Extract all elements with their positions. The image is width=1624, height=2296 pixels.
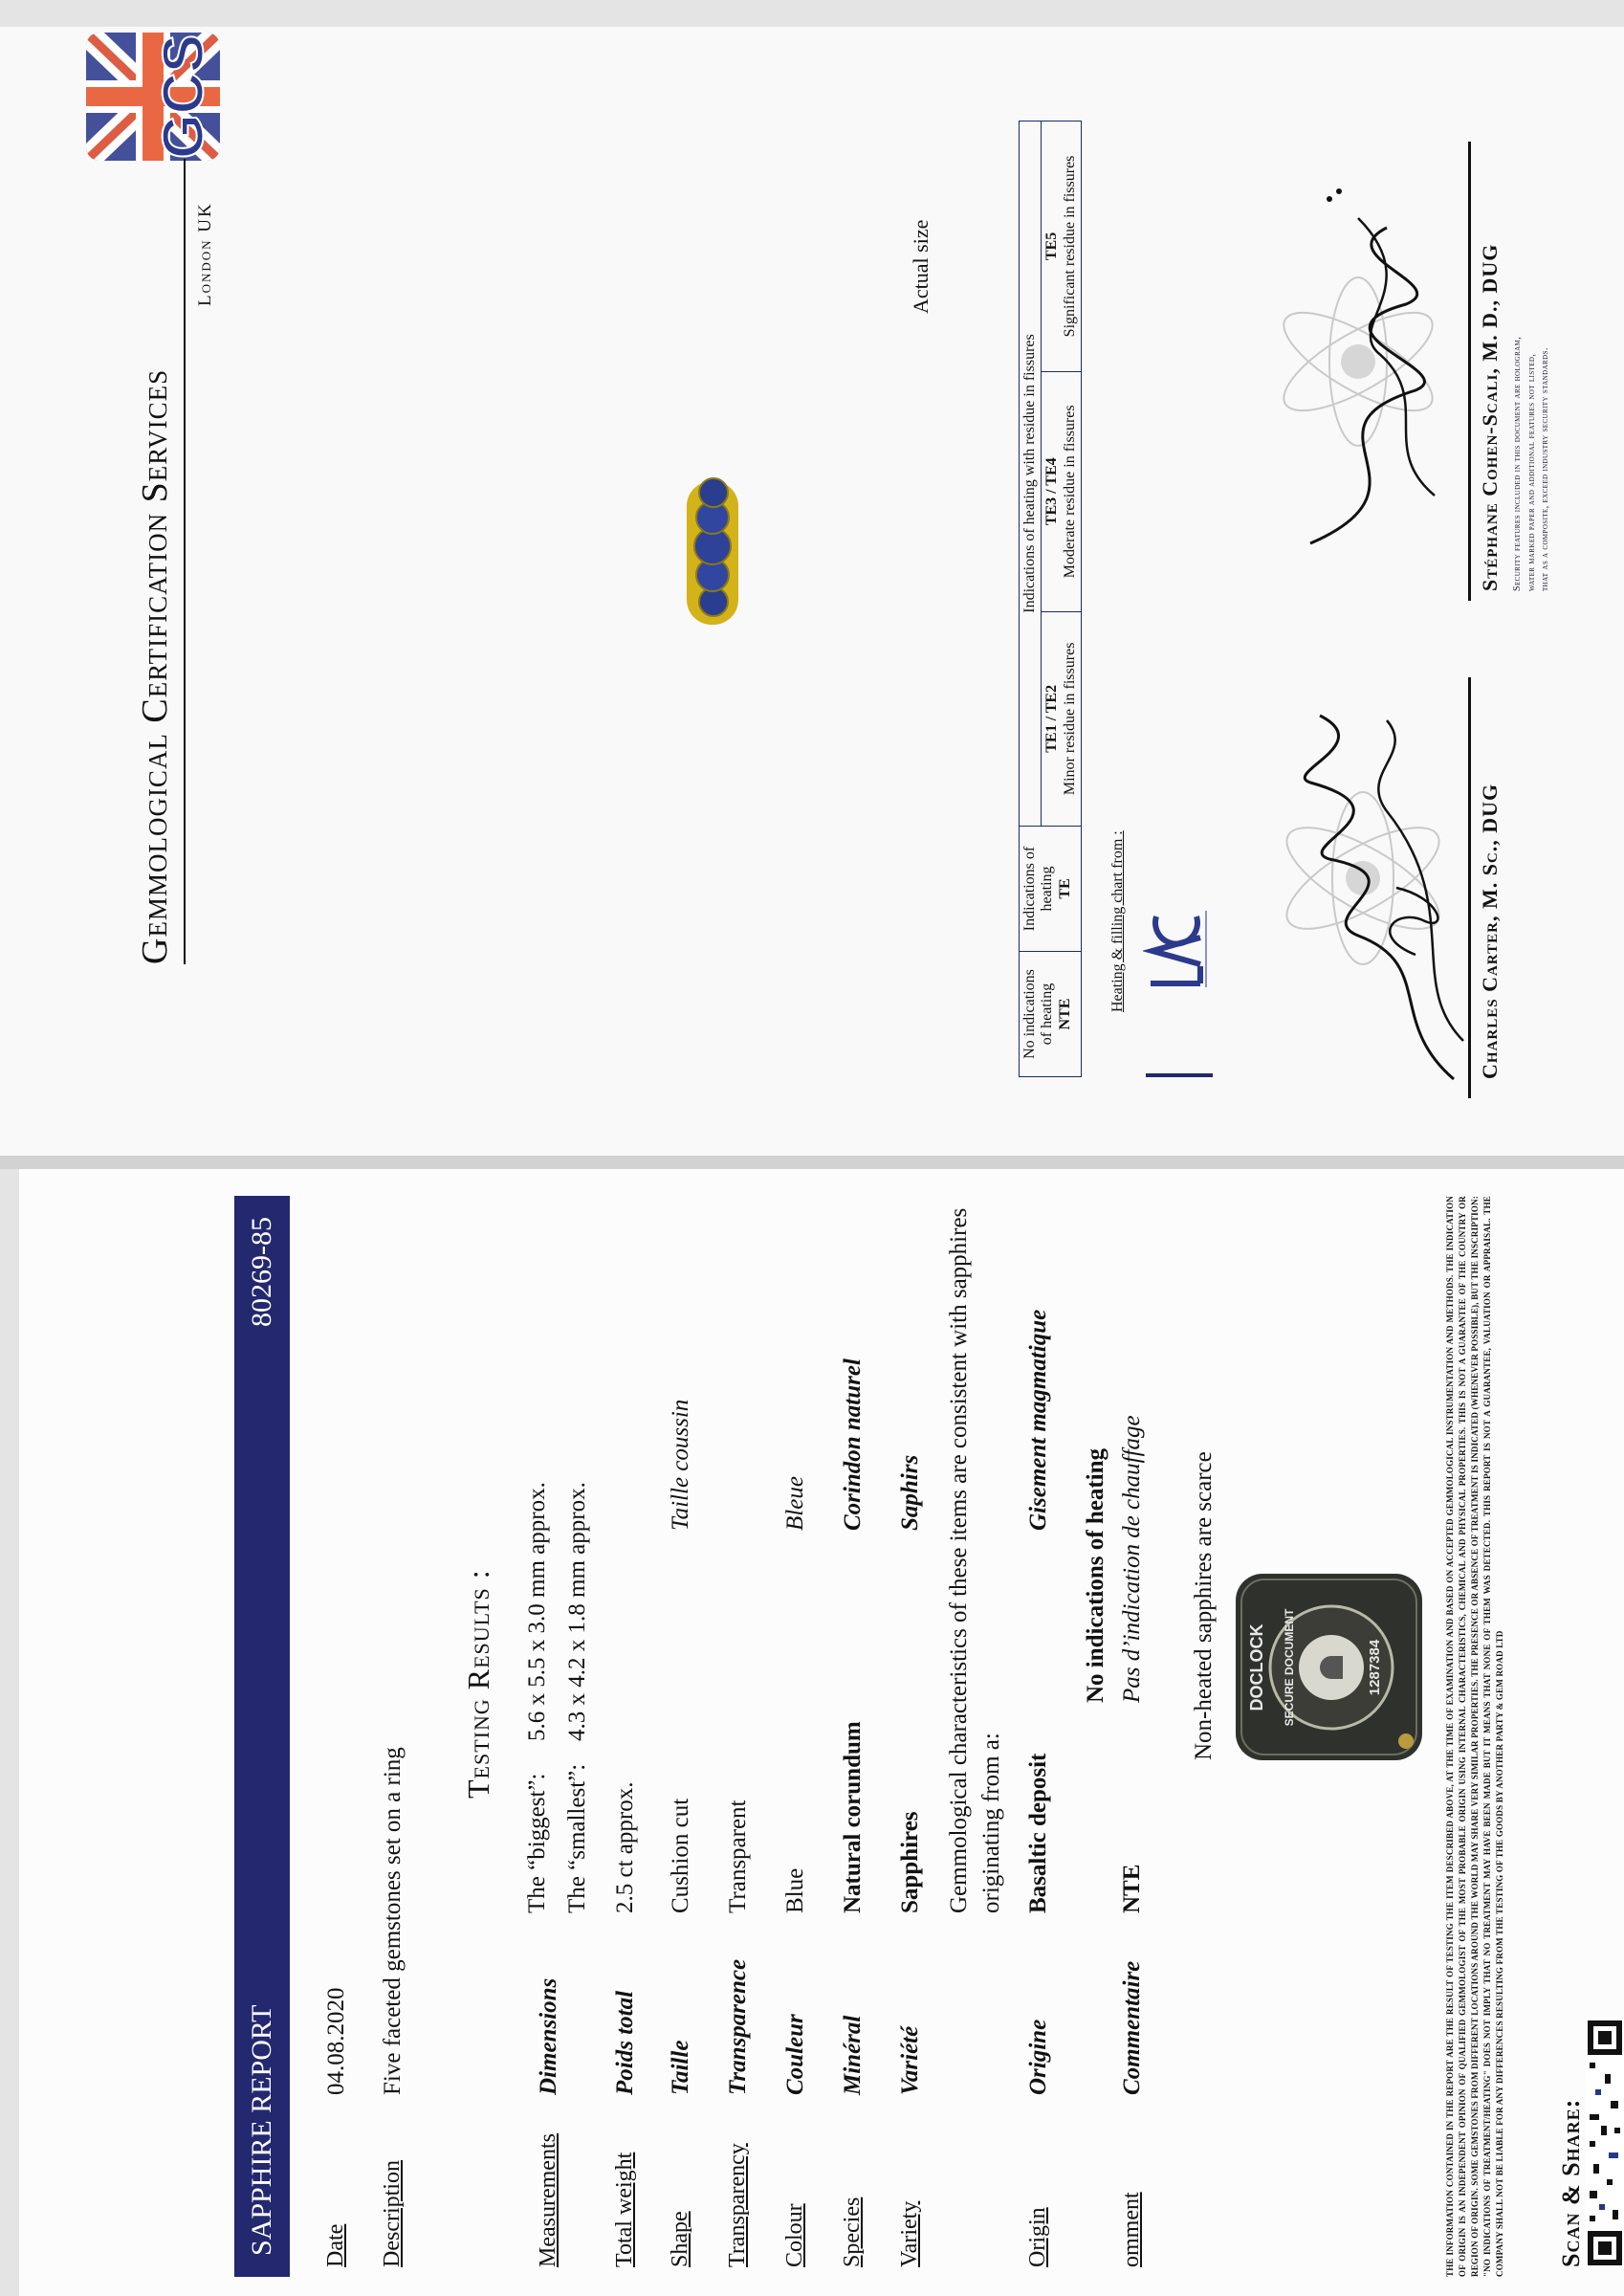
heating-chart-from: Heating & filling chart from :	[1109, 830, 1126, 1012]
te5-code: TE5	[1043, 232, 1061, 261]
total-weight-label: Total weight	[612, 2152, 637, 2267]
sapphire-report-content	[19, 1169, 1624, 2296]
certificate-cover-page	[0, 27, 1624, 1156]
origin-value-fr: Gisement magmatique	[1025, 1309, 1051, 1531]
smallest-label: The “smallest”:	[564, 1763, 590, 1913]
comment-value-fr: Pas d’indication de chauffage	[1119, 1415, 1145, 1703]
te-code: TE	[1056, 878, 1073, 899]
page-fold	[0, 1156, 1624, 1169]
comment-label-fr: Commentaire	[1119, 1960, 1145, 2095]
security-note	[1511, 337, 1553, 591]
gcs-logo-icon	[86, 33, 220, 161]
actual-size-label: Actual size	[909, 219, 933, 314]
total-weight-label-fr: Poids total	[612, 1990, 638, 2095]
comment-label: omment	[1119, 2192, 1144, 2267]
colour-label: Colour	[782, 2203, 807, 2267]
seal-serial: 1287384	[1367, 1639, 1383, 1696]
remark: Non-heated sapphires are scarce	[1191, 1451, 1217, 1760]
date-value: 04.08.2020	[323, 1987, 349, 2095]
signatory-1-name: Charles Carter, M. Sc., DUG	[1478, 783, 1502, 1079]
security-note-line: Security features included in this document are hologram,	[1512, 336, 1523, 591]
measurements-label: Measurements	[536, 2133, 560, 2267]
te12-cell	[1042, 611, 1082, 826]
scan-share-label: Scan & Share:	[1557, 2098, 1585, 2267]
seal-text: SECURE DOCUMENT	[1283, 1608, 1296, 1727]
signature-stephane-cohen-scali-icon	[1272, 180, 1492, 601]
te-header: Indications of heating	[1021, 846, 1056, 932]
te34-desc: Moderate residue in fissures	[1061, 405, 1078, 579]
description-value: Five faceted gemstones set on a ring	[380, 1747, 406, 2095]
transparency-value: Transparent	[725, 1799, 751, 1913]
colour-value-fr: Bleue	[782, 1476, 808, 1531]
security-note-line: water marked paper and additional features not listed,	[1525, 353, 1537, 591]
species-value: Natural corundum	[840, 1721, 866, 1913]
nte-header-cell	[1020, 952, 1082, 1077]
te34-cell	[1042, 371, 1082, 611]
origin-value: Basaltic deposit	[1025, 1753, 1051, 1913]
brand-name: Gemmological Certification Services	[135, 368, 175, 964]
doclock-security-seal-icon	[1236, 1574, 1422, 1760]
testing-results-title: Testing Results :	[461, 1569, 495, 1799]
description-label: Description	[380, 2160, 405, 2267]
te5-cell	[1042, 121, 1082, 372]
colour-label-fr: Couleur	[782, 2014, 808, 2095]
nte-code: NTE	[1056, 998, 1073, 1030]
legal-disclaimer: THE INFORMATION CONTAINED IN THE REPORT ARE THE RESULT OF TESTING THE ITEM DESCRIBED ABOVE, AT THE TIME OF EXAMINATION AND BASED ON ACCEPTED GEMMOLOGICAL INSTRUMENTATION AND METHODS. THE INDICATION OF ORIGIN IS AN INDEPENDENT OPINION OF QUALIFIED GEMMOLOGIST OF THE MOST PROBABLE ORIGIN USING INTERNAL CHARACTERISTICS, CHEMICAL AND PHYSICAL PROPERTIES. THIS IS NOT A GUARANTEE OF THE COUNTRY OR REGION OF ORIGIN. SOME GEMSTONES FROM DIFFERENT LOCATIONS AROUND THE WORLD MAY SHARE VERY SIMILAR PROPERTIES. THE PRESENCE OR ABSENCE OF TREATMENT IS INDICATED (WHENEVER POSSIBLE), BUT THE INSCRIPTION: "NO INDICATIONS OF TREATMENT/HEATING" DOES NOT IMPLY THAT NO TREATMENT MAY HAVE BEEN MADE BUT IT MEANS THAT NONE OF THEM WAS DETECTED. THIS REPORT IS NOT A GUARANTEE, VALUATION OR APPRAISAL. THE COMPANY SHALL NOT BE LIABLE FOR ANY DIFFERENCES RESULTING FROM THE TESTING OF THE GOODS BY ANOTHER PARTY & GEM ROAD LTD	[1445, 1196, 1505, 2277]
biggest-label: The “biggest”:	[524, 1773, 550, 1913]
te34-code: TE3 / TE4	[1043, 457, 1061, 526]
transparency-label: Transparency	[725, 2143, 750, 2267]
te12-desc: Minor residue in fissures	[1061, 642, 1078, 796]
shape-label-fr: Taille	[668, 2040, 693, 2095]
signatory-2-name: Stéphane Cohen-Scali, M. D., DUG	[1478, 243, 1502, 591]
origin-label: Origin	[1025, 2207, 1050, 2267]
origin-label-fr: Origine	[1025, 2019, 1051, 2095]
total-weight-value: 2.5 ct approx.	[612, 1781, 638, 1913]
variety-value-fr: Saphirs	[897, 1454, 923, 1531]
shape-value-fr: Taille coussin	[668, 1399, 693, 1531]
shape-value: Cushion cut	[668, 1798, 693, 1913]
report-number: 80269-85	[246, 1217, 277, 1327]
lmhc-logo-icon	[1143, 907, 1210, 993]
nte-header: No indications of heating	[1021, 969, 1056, 1059]
table-accent-bar	[1146, 1073, 1213, 1077]
signature-line-1	[1468, 677, 1471, 1098]
smallest-value: 4.3 x 4.2 x 1.8 mm approx.	[564, 1482, 590, 1741]
seal-brand: DOCLOCK	[1247, 1623, 1266, 1711]
residue-group-header: Indications of heating with residue in fissures	[1020, 121, 1042, 827]
brand-location: London UK	[195, 202, 215, 306]
certificate-cover-content	[0, 27, 1624, 1156]
species-label-fr: Minéral	[840, 2015, 866, 2095]
biggest-value: 5.6 x 5.5 x 3.0 mm approx.	[524, 1482, 550, 1741]
date-label: Date	[323, 2223, 348, 2267]
sapphire-stone	[698, 477, 729, 508]
transparency-label-fr: Transparence	[725, 1958, 751, 2095]
ring-photo	[687, 481, 738, 625]
comment-code: NTE	[1119, 1864, 1145, 1913]
variety-label-fr: Variété	[897, 2025, 923, 2095]
svg-text:GCS: GCS	[151, 33, 215, 160]
variety-label: Variety	[897, 2200, 922, 2267]
species-label: Species	[840, 2197, 865, 2267]
report-title: SAPPHIRE REPORT	[246, 2004, 277, 2256]
report-title-bar	[234, 1196, 290, 2277]
measurements-label-fr: Dimensions	[536, 1977, 561, 2095]
te5-desc: Significant residue in fissures	[1061, 155, 1078, 338]
comment-value: No indications of heating	[1083, 1447, 1108, 1703]
qr-code-icon	[1586, 2019, 1624, 2267]
brand-underline	[184, 159, 186, 964]
signature-line-2	[1468, 142, 1471, 601]
shape-label: Shape	[668, 2211, 692, 2267]
sapphire-report-page	[19, 1169, 1624, 2296]
te-header-cell	[1020, 827, 1082, 952]
signature-charles-carter-icon	[1272, 696, 1492, 1098]
security-note-line: that as a composite, exceed industry security standards.	[1540, 347, 1550, 591]
species-value-fr: Corindon naturel	[840, 1358, 866, 1531]
heating-indications-table	[1019, 121, 1082, 1077]
te12-code: TE1 / TE2	[1043, 684, 1061, 753]
origin-note: Gemmological characteristics of these items are consistent with sapphires originating from a:	[946, 1207, 1004, 1913]
colour-value: Blue	[782, 1867, 808, 1913]
variety-value: Sapphires	[897, 1811, 923, 1913]
